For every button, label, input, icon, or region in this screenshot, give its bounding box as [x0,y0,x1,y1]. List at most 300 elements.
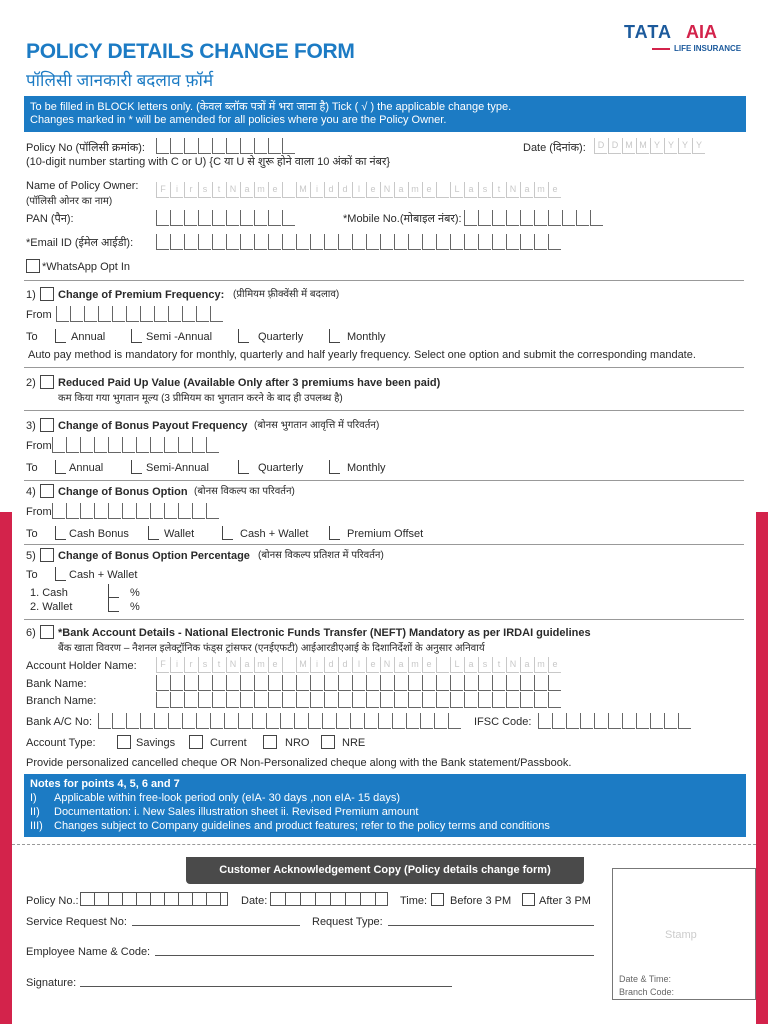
char-box[interactable] [196,306,209,322]
s6-nro-checkbox[interactable] [263,735,277,749]
s3-semi-tick[interactable] [131,460,142,474]
char-box[interactable] [226,210,239,226]
char-box[interactable] [122,503,135,519]
s3-quarterly-tick[interactable] [238,460,249,474]
char-box[interactable] [308,713,321,729]
char-box[interactable] [140,713,153,729]
char-box[interactable] [212,210,225,226]
char-box[interactable] [168,713,181,729]
char-box[interactable]: t [492,657,505,673]
char-box[interactable]: Y [664,138,677,154]
char-box[interactable] [492,210,505,226]
char-box[interactable] [364,713,377,729]
char-box[interactable] [94,437,107,453]
char-box[interactable] [282,182,295,198]
s6-bank-field[interactable] [156,675,562,691]
char-box[interactable] [252,713,265,729]
char-box[interactable] [464,675,477,691]
char-box[interactable] [338,692,351,708]
char-box[interactable] [224,713,237,729]
char-box[interactable]: a [394,657,407,673]
char-box[interactable] [294,713,307,729]
ack-emp-field[interactable] [155,955,594,956]
char-box[interactable] [126,713,139,729]
char-box[interactable] [254,138,267,154]
char-box[interactable] [56,306,69,322]
ack-sig-field[interactable] [80,986,452,987]
char-box[interactable] [310,234,323,250]
char-box[interactable]: Y [678,138,691,154]
char-box[interactable]: D [594,138,607,154]
char-box[interactable] [352,675,365,691]
s4-cashwallet-tick[interactable] [222,526,233,540]
char-box[interactable]: t [212,182,225,198]
s4-from-field[interactable] [52,503,220,519]
char-box[interactable] [84,306,97,322]
s2-checkbox[interactable] [40,375,54,389]
char-box[interactable] [478,234,491,250]
s1-checkbox[interactable] [40,287,54,301]
char-box[interactable]: M [296,182,309,198]
char-box[interactable] [212,675,225,691]
char-box[interactable] [408,692,421,708]
char-box[interactable]: a [240,182,253,198]
char-box[interactable]: t [492,182,505,198]
char-box[interactable]: i [310,657,323,673]
char-box[interactable]: M [622,138,635,154]
char-box[interactable] [324,234,337,250]
char-box[interactable] [380,234,393,250]
char-box[interactable] [282,692,295,708]
char-box[interactable] [338,675,351,691]
char-box[interactable] [80,503,93,519]
char-box[interactable] [240,234,253,250]
char-box[interactable]: i [310,182,323,198]
char-box[interactable] [552,713,565,729]
char-box[interactable] [296,675,309,691]
char-box[interactable] [664,713,677,729]
char-box[interactable] [576,210,589,226]
char-box[interactable] [450,692,463,708]
char-box[interactable] [352,234,365,250]
char-box[interactable] [108,437,121,453]
char-box[interactable]: d [338,657,351,673]
char-box[interactable] [178,437,191,453]
ack-policy-field[interactable] [80,892,228,906]
ack-srn-field[interactable] [132,925,300,926]
char-box[interactable]: m [408,182,421,198]
char-box[interactable] [170,138,183,154]
char-box[interactable] [198,234,211,250]
s4-cashbonus-tick[interactable] [55,526,66,540]
char-box[interactable]: L [450,182,463,198]
char-box[interactable]: e [422,657,435,673]
char-box[interactable] [140,306,153,322]
char-box[interactable] [608,713,621,729]
char-box[interactable] [492,234,505,250]
char-box[interactable] [226,692,239,708]
char-box[interactable] [196,713,209,729]
char-box[interactable] [436,182,449,198]
s3-annual-tick[interactable] [55,460,66,474]
char-box[interactable] [506,210,519,226]
char-box[interactable]: m [254,182,267,198]
char-box[interactable] [422,692,435,708]
char-box[interactable] [156,138,169,154]
s4-offset-tick[interactable] [329,526,340,540]
char-box[interactable]: Y [692,138,705,154]
char-box[interactable] [520,210,533,226]
char-box[interactable] [478,210,491,226]
char-box[interactable] [594,713,607,729]
char-box[interactable] [636,713,649,729]
char-box[interactable] [226,675,239,691]
char-box[interactable] [324,692,337,708]
char-box[interactable] [80,437,93,453]
char-box[interactable]: s [478,182,491,198]
char-box[interactable] [226,138,239,154]
char-box[interactable] [436,692,449,708]
char-box[interactable] [538,713,551,729]
char-box[interactable]: m [534,657,547,673]
char-box[interactable] [310,675,323,691]
char-box[interactable]: m [534,182,547,198]
char-box[interactable] [240,210,253,226]
s6-ifsc-field[interactable] [538,713,692,729]
char-box[interactable] [436,657,449,673]
char-box[interactable]: m [254,657,267,673]
char-box[interactable] [52,437,65,453]
char-box[interactable] [150,503,163,519]
s6-nre-checkbox[interactable] [321,735,335,749]
char-box[interactable] [156,210,169,226]
char-box[interactable]: e [548,182,561,198]
char-box[interactable] [154,306,167,322]
char-box[interactable] [254,675,267,691]
char-box[interactable] [520,692,533,708]
char-box[interactable]: i [170,657,183,673]
char-box[interactable] [98,306,111,322]
s6-acno-field[interactable] [98,713,462,729]
email-field[interactable] [156,234,562,250]
char-box[interactable] [678,713,691,729]
char-box[interactable] [478,692,491,708]
char-box[interactable] [240,675,253,691]
char-box[interactable] [448,713,461,729]
char-box[interactable] [366,234,379,250]
char-box[interactable]: F [156,182,169,198]
s5-wallet-field[interactable] [108,598,119,612]
s4-checkbox[interactable] [40,484,54,498]
char-box[interactable] [70,306,83,322]
char-box[interactable] [434,713,447,729]
char-box[interactable] [198,138,211,154]
char-box[interactable] [240,692,253,708]
char-box[interactable] [66,437,79,453]
char-box[interactable] [282,675,295,691]
char-box[interactable] [98,713,111,729]
char-box[interactable] [408,675,421,691]
char-box[interactable] [282,138,295,154]
char-box[interactable] [122,437,135,453]
char-box[interactable]: e [268,657,281,673]
char-box[interactable] [548,692,561,708]
char-box[interactable] [184,692,197,708]
char-box[interactable]: r [184,182,197,198]
char-box[interactable] [210,713,223,729]
s5-checkbox[interactable] [40,548,54,562]
s1-quarterly-tick[interactable] [238,329,249,343]
char-box[interactable]: d [338,182,351,198]
char-box[interactable] [422,675,435,691]
char-box[interactable] [254,692,267,708]
s1-annual-tick[interactable] [55,329,66,343]
char-box[interactable]: l [352,182,365,198]
s6-current-checkbox[interactable] [189,735,203,749]
char-box[interactable] [534,692,547,708]
char-box[interactable] [520,234,533,250]
char-box[interactable] [112,306,125,322]
s6-checkbox[interactable] [40,625,54,639]
char-box[interactable] [324,675,337,691]
char-box[interactable]: e [268,182,281,198]
s1-semi-tick[interactable] [131,329,142,343]
char-box[interactable]: s [198,657,211,673]
char-box[interactable] [164,437,177,453]
char-box[interactable] [464,234,477,250]
char-box[interactable] [198,692,211,708]
char-box[interactable] [170,234,183,250]
char-box[interactable] [178,503,191,519]
char-box[interactable] [622,713,635,729]
char-box[interactable] [380,692,393,708]
char-box[interactable]: d [324,182,337,198]
char-box[interactable] [420,713,433,729]
char-box[interactable] [478,675,491,691]
char-box[interactable] [580,713,593,729]
s5-cash-field[interactable] [108,584,119,598]
char-box[interactable] [280,713,293,729]
char-box[interactable] [206,437,219,453]
char-box[interactable] [436,675,449,691]
char-box[interactable]: N [226,657,239,673]
char-box[interactable] [198,675,211,691]
policy-no-field[interactable] [156,138,296,154]
s1-from-field[interactable] [56,306,224,322]
char-box[interactable] [170,675,183,691]
char-box[interactable] [198,210,211,226]
char-box[interactable]: N [380,657,393,673]
char-box[interactable] [212,234,225,250]
char-box[interactable] [52,503,65,519]
char-box[interactable] [240,138,253,154]
mobile-field[interactable] [464,210,604,226]
char-box[interactable] [548,234,561,250]
char-box[interactable] [268,234,281,250]
char-box[interactable] [464,210,477,226]
char-box[interactable]: e [366,182,379,198]
char-box[interactable] [266,713,279,729]
char-box[interactable] [212,138,225,154]
char-box[interactable] [422,234,435,250]
char-box[interactable] [268,138,281,154]
char-box[interactable] [322,713,335,729]
char-box[interactable] [210,306,223,322]
char-box[interactable] [182,306,195,322]
char-box[interactable] [184,138,197,154]
char-box[interactable] [336,713,349,729]
char-box[interactable]: e [366,657,379,673]
char-box[interactable] [182,713,195,729]
s1-monthly-tick[interactable] [329,329,340,343]
char-box[interactable] [268,675,281,691]
char-box[interactable]: l [352,657,365,673]
char-box[interactable] [192,437,205,453]
char-box[interactable] [108,503,121,519]
char-box[interactable] [282,234,295,250]
ack-before-checkbox[interactable] [431,893,444,906]
char-box[interactable] [378,713,391,729]
char-box[interactable] [296,234,309,250]
char-box[interactable] [268,692,281,708]
ack-date-field[interactable] [270,892,388,906]
char-box[interactable] [156,675,169,691]
char-box[interactable] [534,675,547,691]
ack-after-checkbox[interactable] [522,893,535,906]
char-box[interactable] [566,713,579,729]
char-box[interactable]: N [506,182,519,198]
s5-cashwallet-tick[interactable] [55,567,66,581]
char-box[interactable] [268,210,281,226]
char-box[interactable] [590,210,603,226]
s3-monthly-tick[interactable] [329,460,340,474]
whatsapp-checkbox[interactable] [26,259,40,273]
char-box[interactable] [126,306,139,322]
char-box[interactable] [450,234,463,250]
char-box[interactable] [562,210,575,226]
char-box[interactable] [366,675,379,691]
char-box[interactable] [392,713,405,729]
char-box[interactable] [212,692,225,708]
char-box[interactable] [520,675,533,691]
char-box[interactable] [394,675,407,691]
char-box[interactable] [282,657,295,673]
char-box[interactable] [156,692,169,708]
char-box[interactable] [184,234,197,250]
char-box[interactable]: a [520,657,533,673]
char-box[interactable]: d [324,657,337,673]
char-box[interactable] [170,692,183,708]
s6-branch-field[interactable] [156,692,562,708]
char-box[interactable]: t [212,657,225,673]
s3-checkbox[interactable] [40,418,54,432]
char-box[interactable] [534,210,547,226]
char-box[interactable] [310,692,323,708]
char-box[interactable] [408,234,421,250]
char-box[interactable]: m [408,657,421,673]
char-box[interactable] [506,234,519,250]
char-box[interactable] [282,210,295,226]
owner-name-field[interactable] [156,182,562,198]
char-box[interactable]: N [506,657,519,673]
char-box[interactable] [394,234,407,250]
char-box[interactable] [112,713,125,729]
char-box[interactable]: e [422,182,435,198]
char-box[interactable]: D [608,138,621,154]
char-box[interactable] [548,210,561,226]
char-box[interactable] [352,692,365,708]
char-box[interactable] [450,675,463,691]
char-box[interactable] [184,675,197,691]
char-box[interactable] [170,210,183,226]
char-box[interactable] [168,306,181,322]
char-box[interactable] [380,675,393,691]
char-box[interactable] [366,692,379,708]
char-box[interactable]: e [548,657,561,673]
char-box[interactable]: a [394,182,407,198]
char-box[interactable] [296,692,309,708]
char-box[interactable] [184,210,197,226]
char-box[interactable] [136,437,149,453]
pan-field[interactable] [156,210,296,226]
char-box[interactable] [154,713,167,729]
char-box[interactable] [206,503,219,519]
char-box[interactable] [94,503,107,519]
char-box[interactable]: M [636,138,649,154]
char-box[interactable] [436,234,449,250]
char-box[interactable] [192,503,205,519]
char-box[interactable] [66,503,79,519]
ack-rtype-field[interactable] [388,925,594,926]
char-box[interactable]: N [226,182,239,198]
char-box[interactable] [254,234,267,250]
date-field[interactable] [594,138,706,154]
s4-wallet-tick[interactable] [148,526,159,540]
char-box[interactable] [164,503,177,519]
s6-savings-checkbox[interactable] [117,735,131,749]
char-box[interactable] [548,675,561,691]
char-box[interactable]: r [184,657,197,673]
char-box[interactable] [394,692,407,708]
char-box[interactable] [254,210,267,226]
char-box[interactable] [150,437,163,453]
char-box[interactable]: s [198,182,211,198]
char-box[interactable] [506,675,519,691]
char-box[interactable]: s [478,657,491,673]
char-box[interactable] [492,675,505,691]
char-box[interactable] [338,234,351,250]
char-box[interactable]: N [380,182,393,198]
s6-holder-field[interactable] [156,657,562,673]
char-box[interactable] [464,692,477,708]
char-box[interactable] [226,234,239,250]
char-box[interactable] [492,692,505,708]
s3-from-field[interactable] [52,437,220,453]
char-box[interactable] [238,713,251,729]
char-box[interactable]: F [156,657,169,673]
char-box[interactable]: L [450,657,463,673]
char-box[interactable]: a [464,182,477,198]
char-box[interactable]: a [464,657,477,673]
char-box[interactable]: Y [650,138,663,154]
char-box[interactable] [650,713,663,729]
char-box[interactable]: M [296,657,309,673]
char-box[interactable] [406,713,419,729]
char-box[interactable]: a [240,657,253,673]
char-box[interactable] [506,692,519,708]
char-box[interactable]: i [170,182,183,198]
char-box[interactable] [156,234,169,250]
